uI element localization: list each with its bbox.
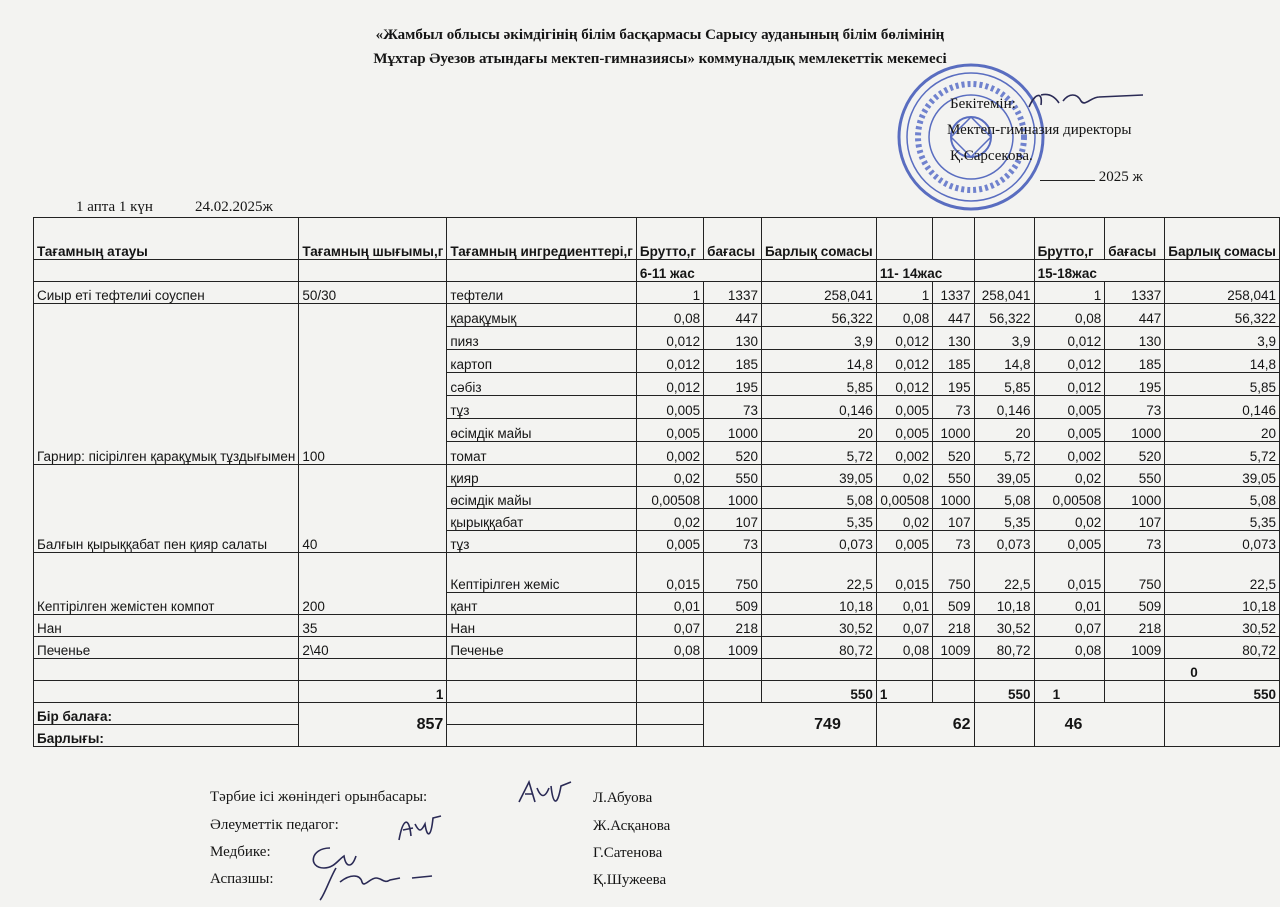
value-cell: 14,8 (761, 350, 876, 373)
table-cell (636, 681, 703, 703)
cookie-total-row (34, 659, 1280, 681)
table-cell (447, 659, 637, 681)
ingredient-name: өсімдік майы (447, 487, 637, 509)
value-cell: 1000 (1105, 487, 1165, 509)
value-cell: 520 (704, 442, 762, 465)
per-child-row (34, 703, 1280, 725)
value-cell: 0,005 (636, 531, 703, 553)
column-header: Барлық сомасы (761, 218, 876, 260)
value-cell: 1000 (704, 487, 762, 509)
value-cell: 447 (933, 304, 974, 327)
value-cell: 0,002 (636, 442, 703, 465)
summary-value: 1 (299, 681, 447, 703)
value-cell: 550 (704, 465, 762, 487)
summary-value: 1 (876, 681, 932, 703)
value-cell: 185 (933, 350, 974, 373)
value-cell: 0,002 (876, 442, 932, 465)
value-cell: 130 (933, 327, 974, 350)
value-cell: 1337 (704, 282, 762, 304)
value-cell: 5,85 (761, 373, 876, 396)
summary-value: 550 (761, 681, 876, 703)
total-value: 62 (876, 703, 974, 747)
value-cell: 5,08 (761, 487, 876, 509)
value-cell: 185 (704, 350, 762, 373)
value-cell: 0,00508 (1034, 487, 1105, 509)
table-cell (876, 659, 932, 681)
table-cell (447, 703, 637, 725)
ingredient-name: қант (447, 593, 637, 615)
value-cell: 107 (1105, 509, 1165, 531)
dish-name: Балғын қырыққабат пен қияр салаты (34, 465, 299, 553)
cookie-total-value: 0 (1165, 659, 1280, 681)
institution-title-line1: «Жамбыл облысы әкімдігінің білім басқармасы Сарысу ауданының білім бөлімінің (375, 27, 945, 43)
value-cell: 1009 (933, 637, 974, 659)
value-cell: 5,85 (1165, 373, 1280, 396)
dish-yield: 35 (299, 615, 447, 637)
summary-value: 550 (974, 681, 1034, 703)
week-day-label: 1 апта 1 күн (76, 199, 153, 215)
value-cell: 0,015 (1034, 553, 1105, 593)
value-cell: 5,35 (974, 509, 1034, 531)
value-cell: 5,72 (761, 442, 876, 465)
table-cell (974, 703, 1034, 747)
value-cell: 107 (704, 509, 762, 531)
column-header (876, 218, 932, 260)
table-cell (447, 725, 637, 747)
value-cell: 195 (1105, 373, 1165, 396)
value-cell: 14,8 (974, 350, 1034, 373)
summary-value: 550 (1165, 681, 1280, 703)
value-cell: 0,07 (876, 615, 932, 637)
signatory-name: Л.Абуова (593, 790, 653, 806)
total-label: Барлығы: (34, 725, 299, 747)
value-cell: 218 (1105, 615, 1165, 637)
value-cell: 1009 (704, 637, 762, 659)
table-cell (447, 260, 637, 282)
summary-row (34, 681, 1280, 703)
dish-yield: 50/30 (299, 282, 447, 304)
dish-yield: 40 (299, 465, 447, 553)
ingredient-name: қарақұмық (447, 304, 637, 327)
ingredient-name: тұз (447, 531, 637, 553)
value-cell: 30,52 (974, 615, 1034, 637)
ingredient-name: қияр (447, 465, 637, 487)
value-cell: 0,02 (1034, 509, 1105, 531)
value-cell: 0,005 (876, 419, 932, 442)
table-cell (636, 659, 703, 681)
value-cell: 258,041 (1165, 282, 1280, 304)
value-cell: 3,9 (1165, 327, 1280, 350)
value-cell: 550 (933, 465, 974, 487)
value-cell: 0,02 (1034, 465, 1105, 487)
value-cell: 447 (704, 304, 762, 327)
ingredient-name: пияз (447, 327, 637, 350)
value-cell: 80,72 (974, 637, 1034, 659)
approval-position: Мектеп-гимназия директоры (947, 122, 1132, 138)
column-header: бағасы (704, 218, 762, 260)
value-cell: 0,073 (1165, 531, 1280, 553)
age-group-label: 15-18жас (1034, 260, 1165, 282)
table-cell (34, 659, 299, 681)
ingredient-name: Печенье (447, 637, 637, 659)
value-cell: 0,08 (636, 637, 703, 659)
value-cell: 509 (933, 593, 974, 615)
value-cell: 1 (1034, 282, 1105, 304)
value-cell: 509 (704, 593, 762, 615)
value-cell: 0,02 (876, 509, 932, 531)
value-cell: 73 (933, 396, 974, 419)
column-header: Барлық сомасы (1165, 218, 1280, 260)
value-cell: 258,041 (761, 282, 876, 304)
value-cell: 22,5 (974, 553, 1034, 593)
column-header (974, 218, 1034, 260)
value-cell: 0,073 (974, 531, 1034, 553)
signatory-name: Ж.Асқанова (593, 818, 671, 834)
table-cell (1165, 703, 1280, 747)
value-cell: 0,012 (876, 373, 932, 396)
value-cell: 0,02 (636, 465, 703, 487)
value-cell: 0,146 (974, 396, 1034, 419)
table-row (34, 465, 1280, 487)
value-cell: 218 (933, 615, 974, 637)
value-cell: 73 (704, 396, 762, 419)
signatory-role: Тәрбие ісі жөніндегі орынбасары: (210, 789, 428, 805)
per-child-label: Бір балаға: (34, 703, 299, 725)
value-cell: 130 (704, 327, 762, 350)
value-cell: 0,01 (876, 593, 932, 615)
table-row (34, 304, 1280, 327)
value-cell: 22,5 (1165, 553, 1280, 593)
table-cell (704, 681, 762, 703)
institution-title-line2: Мұхтар Әуезов атындағы мектеп-гимназиясы» коммуналдық мемлекеттік мекемесі (373, 51, 947, 67)
table-cell (1034, 659, 1105, 681)
table-cell (34, 681, 299, 703)
table-header-row (34, 218, 1280, 260)
signatory-role: Аспазшы: (210, 871, 274, 887)
value-cell: 107 (933, 509, 974, 531)
signatory-name: Қ.Шужеева (593, 872, 667, 888)
value-cell: 5,08 (1165, 487, 1280, 509)
value-cell: 0,08 (876, 637, 932, 659)
value-cell: 0,005 (876, 396, 932, 419)
value-cell: 509 (1105, 593, 1165, 615)
menu-day-line (76, 199, 315, 216)
value-cell: 73 (933, 531, 974, 553)
value-cell: 0,012 (1034, 373, 1105, 396)
value-cell: 5,35 (761, 509, 876, 531)
value-cell: 0,07 (1034, 615, 1105, 637)
value-cell: 0,00508 (636, 487, 703, 509)
value-cell: 5,85 (974, 373, 1034, 396)
ingredient-name: қырыққабат (447, 509, 637, 531)
value-cell: 1009 (1105, 637, 1165, 659)
value-cell: 0,00508 (876, 487, 932, 509)
value-cell: 0,015 (876, 553, 932, 593)
value-cell: 0,012 (636, 327, 703, 350)
table-cell (933, 659, 974, 681)
value-cell: 0,08 (876, 304, 932, 327)
value-cell: 10,18 (1165, 593, 1280, 615)
dish-name: Сиыр еті тефтелиі соуспен (34, 282, 299, 304)
signatory-name: Г.Сатенова (593, 845, 663, 861)
value-cell: 750 (933, 553, 974, 593)
value-cell: 0,08 (1034, 304, 1105, 327)
value-cell: 1000 (933, 487, 974, 509)
table-row (34, 615, 1280, 637)
value-cell: 30,52 (1165, 615, 1280, 637)
value-cell: 0,02 (636, 509, 703, 531)
menu-table-body (34, 218, 1280, 747)
value-cell: 0,08 (636, 304, 703, 327)
value-cell: 1 (636, 282, 703, 304)
table-cell (1165, 260, 1280, 282)
menu-table (33, 217, 1280, 747)
total-value: 749 (704, 703, 877, 747)
value-cell: 0,08 (1034, 637, 1105, 659)
value-cell: 1000 (704, 419, 762, 442)
ingredient-name: Кептірілген жеміс (447, 553, 637, 593)
column-header: бағасы (1105, 218, 1165, 260)
age-group-label: 11- 14жас (876, 260, 974, 282)
value-cell: 73 (1105, 396, 1165, 419)
value-cell: 20 (761, 419, 876, 442)
value-cell: 30,52 (761, 615, 876, 637)
value-cell: 0,015 (636, 553, 703, 593)
table-cell (761, 260, 876, 282)
value-cell: 56,322 (761, 304, 876, 327)
dish-yield: 100 (299, 304, 447, 465)
menu-date: 24.02.2025ж (194, 199, 273, 215)
value-cell: 1337 (1105, 282, 1165, 304)
value-cell: 1000 (933, 419, 974, 442)
value-cell: 195 (933, 373, 974, 396)
value-cell: 185 (1105, 350, 1165, 373)
table-cell (933, 681, 974, 703)
value-cell: 5,72 (1165, 442, 1280, 465)
column-header: Тағамның атауы (34, 218, 299, 260)
approval-label: Бекітемін: (950, 96, 1016, 112)
value-cell: 0,012 (1034, 350, 1105, 373)
value-cell: 0,012 (1034, 327, 1105, 350)
value-cell: 0,005 (1034, 531, 1105, 553)
deputy-signature-icon (515, 778, 575, 808)
value-cell: 0,005 (636, 419, 703, 442)
dish-name: Гарнир: пісірілген қарақұмық тұздығымен (34, 304, 299, 465)
value-cell: 5,08 (974, 487, 1034, 509)
value-cell: 3,9 (761, 327, 876, 350)
signatory-role: Медбике: (210, 844, 271, 860)
value-cell: 5,72 (974, 442, 1034, 465)
value-cell: 80,72 (761, 637, 876, 659)
column-header: Тағамның ингредиенттері,г (447, 218, 637, 260)
table-cell (761, 659, 876, 681)
value-cell: 0,02 (876, 465, 932, 487)
ingredient-name: тефтели (447, 282, 637, 304)
value-cell: 56,322 (1165, 304, 1280, 327)
ingredient-name: сәбіз (447, 373, 637, 396)
table-row (34, 637, 1280, 659)
value-cell: 10,18 (761, 593, 876, 615)
ingredient-name: томат (447, 442, 637, 465)
ingredient-name: тұз (447, 396, 637, 419)
table-cell (1105, 659, 1165, 681)
age-group-label: 6-11 жас (636, 260, 761, 282)
value-cell: 39,05 (1165, 465, 1280, 487)
value-cell: 0,012 (876, 327, 932, 350)
value-cell: 195 (704, 373, 762, 396)
value-cell: 3,9 (974, 327, 1034, 350)
value-cell: 56,322 (974, 304, 1034, 327)
value-cell: 14,8 (1165, 350, 1280, 373)
column-header: Брутто,г (1034, 218, 1105, 260)
table-cell (636, 703, 703, 725)
value-cell: 447 (1105, 304, 1165, 327)
value-cell: 10,18 (974, 593, 1034, 615)
value-cell: 520 (1105, 442, 1165, 465)
table-cell (974, 260, 1034, 282)
value-cell: 0,005 (1034, 396, 1105, 419)
value-cell: 1000 (1105, 419, 1165, 442)
table-cell (299, 260, 447, 282)
value-cell: 520 (933, 442, 974, 465)
value-cell: 20 (1165, 419, 1280, 442)
value-cell: 0,07 (636, 615, 703, 637)
table-cell (636, 725, 703, 747)
value-cell: 1337 (933, 282, 974, 304)
value-cell: 73 (704, 531, 762, 553)
value-cell: 130 (1105, 327, 1165, 350)
value-cell: 0,005 (876, 531, 932, 553)
dish-name: Печенье (34, 637, 299, 659)
director-signature-icon (1025, 85, 1145, 120)
value-cell: 0,012 (876, 350, 932, 373)
ingredient-name: өсімдік майы (447, 419, 637, 442)
approval-date: 2025 ж (1040, 169, 1143, 186)
value-cell: 20 (974, 419, 1034, 442)
table-cell (1105, 681, 1165, 703)
table-row (34, 282, 1280, 304)
value-cell: 80,72 (1165, 637, 1280, 659)
value-cell: 550 (1105, 465, 1165, 487)
value-cell: 22,5 (761, 553, 876, 593)
value-cell: 39,05 (761, 465, 876, 487)
column-header (933, 218, 974, 260)
summary-value: 1 (1034, 681, 1105, 703)
value-cell: 39,05 (974, 465, 1034, 487)
value-cell: 5,35 (1165, 509, 1280, 531)
value-cell: 0,146 (761, 396, 876, 419)
value-cell: 1 (876, 282, 932, 304)
column-header: Брутто,г (636, 218, 703, 260)
total-value: 857 (299, 703, 447, 747)
column-header: Тағамның шығымы,г (299, 218, 447, 260)
signatory-role: Әлеуметтік педагог: (210, 817, 339, 833)
value-cell: 258,041 (974, 282, 1034, 304)
dish-yield: 2\40 (299, 637, 447, 659)
ingredient-name: Нан (447, 615, 637, 637)
value-cell: 0,002 (1034, 442, 1105, 465)
value-cell: 0,01 (636, 593, 703, 615)
table-cell (447, 681, 637, 703)
value-cell: 0,146 (1165, 396, 1280, 419)
value-cell: 0,012 (636, 350, 703, 373)
table-row (34, 553, 1280, 593)
value-cell: 0,005 (636, 396, 703, 419)
value-cell: 0,012 (636, 373, 703, 396)
table-cell (974, 659, 1034, 681)
dish-name: Кептірілген жемістен компот (34, 553, 299, 615)
dish-yield: 200 (299, 553, 447, 615)
value-cell: 0,073 (761, 531, 876, 553)
table-cell (704, 659, 762, 681)
value-cell: 750 (704, 553, 762, 593)
value-cell: 73 (1105, 531, 1165, 553)
value-cell: 750 (1105, 553, 1165, 593)
table-cell (34, 260, 299, 282)
age-group-row (34, 260, 1280, 282)
total-value: 46 (1034, 703, 1165, 747)
value-cell: 0,005 (1034, 419, 1105, 442)
nurse-cook-signature-icon (300, 838, 450, 903)
approval-director-name: Қ.Сарсекова. (950, 148, 1033, 164)
dish-name: Нан (34, 615, 299, 637)
value-cell: 0,01 (1034, 593, 1105, 615)
ingredient-name: картоп (447, 350, 637, 373)
value-cell: 218 (704, 615, 762, 637)
table-cell (299, 659, 447, 681)
